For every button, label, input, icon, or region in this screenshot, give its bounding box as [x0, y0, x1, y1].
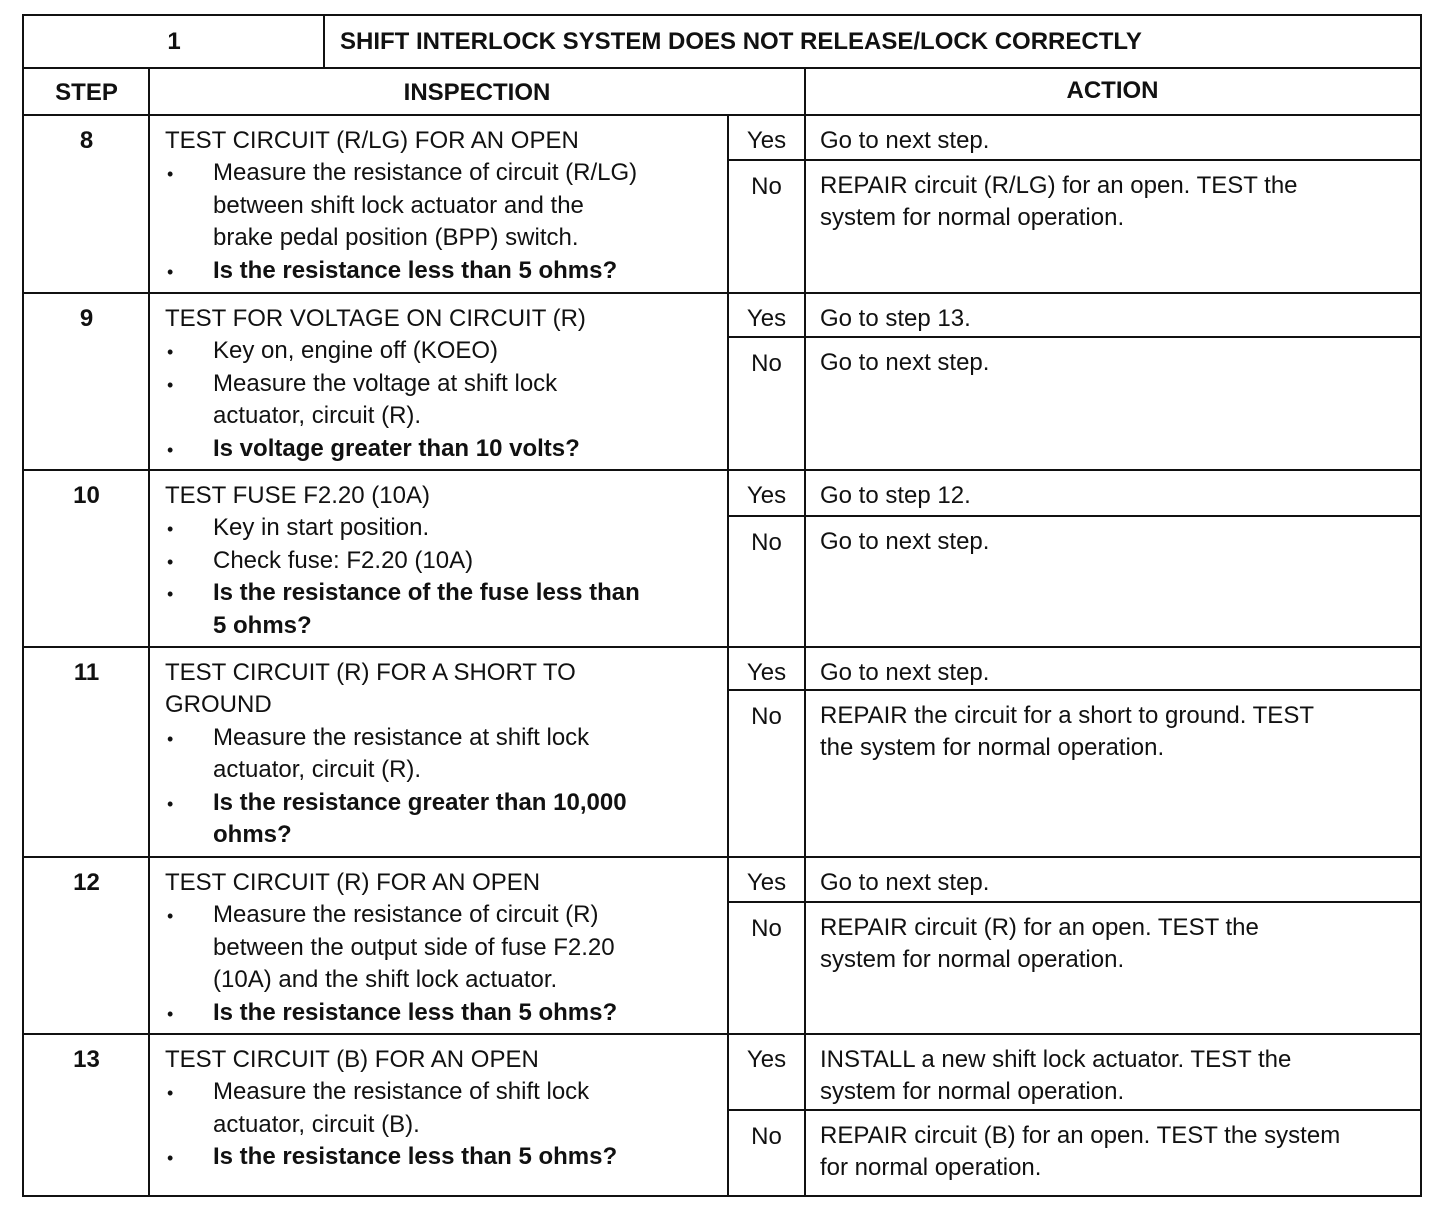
bullet-dot: •	[167, 584, 174, 605]
no-action: REPAIR circuit (R) for an open. TEST the	[820, 914, 1259, 941]
bullet-dot: •	[167, 793, 174, 814]
inspection-instruction: Measure the resistance of circuit (R)	[213, 901, 599, 929]
bullet-dot: •	[167, 906, 174, 927]
row-divider	[24, 469, 1420, 471]
no-action: Go to next step.	[820, 349, 990, 376]
inspection-instruction: Measure the resistance of shift lock	[213, 1078, 590, 1106]
no-label: No	[751, 529, 782, 556]
inspection-instruction: Check fuse: F2.20 (10A)	[213, 546, 474, 574]
inspection-question: Is the resistance of the fuse less than	[213, 579, 640, 607]
no-label: No	[751, 1123, 782, 1150]
inspection-instruction: Key in start position.	[213, 514, 430, 542]
action-column-divider	[804, 68, 806, 1197]
inspection-instruction: actuator, circuit (B).	[213, 1110, 420, 1138]
test-title: TEST CIRCUIT (R) FOR AN OPEN	[165, 869, 541, 896]
yes-label: Yes	[746, 127, 787, 154]
bullet-dot: •	[167, 261, 174, 282]
yes-action: system for normal operation.	[820, 1078, 1125, 1106]
bullet-dot: •	[167, 342, 174, 363]
inspection-instruction: Key on, engine off (KOEO)	[213, 337, 499, 365]
inspection-question: Is the resistance less than 5 ohms?	[213, 256, 618, 284]
yes-label: Yes	[746, 305, 787, 332]
step-number: 9	[79, 305, 94, 332]
yes-action: Go to step 12.	[820, 482, 971, 509]
header-number: 1	[167, 28, 181, 55]
diagnostic-table	[22, 14, 1422, 1197]
no-action: system for normal operation.	[820, 204, 1125, 232]
bullet-dot: •	[167, 439, 174, 460]
inspection-question: ohms?	[213, 821, 292, 848]
yes-action: Go to next step.	[820, 659, 990, 686]
inspection-instruction: (10A) and the shift lock actuator.	[213, 966, 558, 994]
bullet-dot: •	[167, 728, 174, 749]
bullet-dot: •	[167, 1003, 174, 1024]
inspection-question: Is the resistance less than 5 ohms?	[213, 1143, 618, 1171]
step-number: 8	[79, 127, 94, 154]
inspection-instruction: between shift lock actuator and the	[213, 191, 584, 219]
bullet-dot: •	[167, 551, 174, 572]
no-action: for normal operation.	[820, 1154, 1042, 1182]
header-bottom-rule	[24, 67, 1420, 69]
yes-label: Yes	[746, 1046, 787, 1073]
yes-label: Yes	[746, 482, 787, 509]
header-divider	[323, 16, 325, 68]
no-label: No	[751, 915, 782, 942]
inspection-instruction: Measure the resistance at shift lock	[213, 723, 590, 751]
test-title: TEST FUSE F2.20 (10A)	[165, 482, 430, 509]
test-title: GROUND	[165, 691, 272, 719]
step-number: 13	[73, 1046, 100, 1073]
yes-no-divider	[728, 901, 1420, 903]
column-header-rule	[24, 114, 1420, 116]
inspection-question: Is voltage greater than 10 volts?	[213, 434, 580, 462]
bullet-dot: •	[167, 1148, 174, 1169]
inspection-instruction: Measure the resistance of circuit (R/LG)	[213, 159, 638, 187]
yes-no-divider	[728, 1109, 1420, 1111]
bullet-dot: •	[167, 1083, 174, 1104]
inspection-question: 5 ohms?	[213, 611, 312, 639]
no-label: No	[751, 173, 782, 200]
header-title: SHIFT INTERLOCK SYSTEM DOES NOT RELEASE/LOCK CORRECTLY	[340, 28, 1142, 55]
row-divider	[24, 292, 1420, 294]
column-header-inspection: INSPECTION	[403, 79, 551, 106]
yes-action: Go to step 13.	[820, 305, 971, 332]
step-column-divider	[148, 68, 150, 1197]
inspection-instruction: between the output side of fuse F2.20	[213, 933, 615, 961]
column-header-action: ACTION	[1066, 77, 1159, 104]
test-title: TEST CIRCUIT (R/LG) FOR AN OPEN	[165, 127, 579, 154]
yes-no-divider	[728, 515, 1420, 517]
inspection-question: Is the resistance greater than 10,000	[213, 788, 627, 816]
no-action: the system for normal operation.	[820, 734, 1165, 762]
yes-no-divider	[728, 689, 1420, 691]
inspection-instruction: Measure the voltage at shift lock	[213, 369, 558, 397]
no-action: REPAIR circuit (B) for an open. TEST the system	[820, 1122, 1341, 1149]
yes-action: INSTALL a new shift lock actuator. TEST the	[820, 1046, 1292, 1073]
no-action: REPAIR the circuit for a short to ground. TEST	[820, 702, 1314, 729]
yes-label: Yes	[746, 659, 787, 686]
yes-no-divider	[728, 336, 1420, 338]
row-divider	[24, 1033, 1420, 1035]
test-title: TEST CIRCUIT (R) FOR A SHORT TO	[165, 659, 576, 686]
yes-label: Yes	[746, 869, 787, 896]
inspection-instruction: actuator, circuit (R).	[213, 756, 422, 784]
no-label: No	[751, 703, 782, 730]
yes-no-divider	[728, 159, 1420, 161]
row-divider	[24, 646, 1420, 648]
inspection-question: Is the resistance less than 5 ohms?	[213, 998, 618, 1026]
step-number: 11	[73, 659, 100, 686]
column-header-step: STEP	[55, 79, 118, 106]
no-action: system for normal operation.	[820, 946, 1125, 974]
row-divider	[24, 856, 1420, 858]
step-number: 10	[73, 482, 100, 509]
bullet-dot: •	[167, 519, 174, 540]
yes-action: Go to next step.	[820, 127, 990, 154]
step-number: 12	[73, 869, 100, 896]
bullet-dot: •	[167, 374, 174, 395]
test-title: TEST FOR VOLTAGE ON CIRCUIT (R)	[165, 305, 586, 332]
inspection-instruction: brake pedal position (BPP) switch.	[213, 224, 579, 252]
no-label: No	[751, 350, 782, 377]
bullet-dot: •	[167, 164, 174, 185]
inspection-instruction: actuator, circuit (R).	[213, 402, 422, 430]
no-action: REPAIR circuit (R/LG) for an open. TEST the	[820, 172, 1298, 199]
yes-action: Go to next step.	[820, 869, 990, 896]
no-action: Go to next step.	[820, 528, 990, 555]
test-title: TEST CIRCUIT (B) FOR AN OPEN	[165, 1046, 539, 1073]
